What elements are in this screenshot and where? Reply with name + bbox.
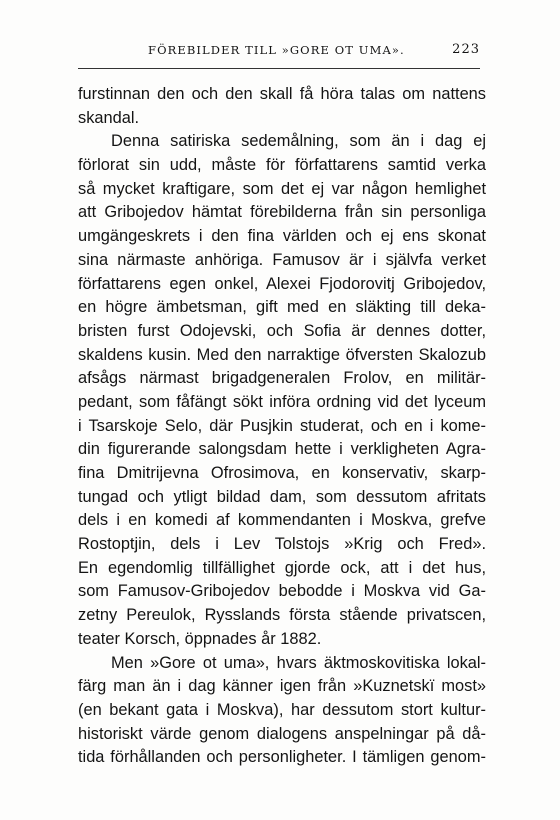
text-line: pedant, som fåfängt sökt införa ordning vid det lyceum: [78, 392, 486, 411]
body-text: [78, 83, 486, 770]
text-line: tida förhållanden och personligheter. I tämligen genom-: [78, 748, 486, 767]
text-line: teater Korsch, öppnades år 1882.: [78, 629, 322, 648]
text-line: så mycket kraftigare, som det ej var någon hemlighet: [78, 179, 486, 198]
text-line: Men »Gore ot uma», hvars äktmoskovitiska lokal-: [111, 653, 486, 672]
text-line: Denna satiriska sedemålning, som än i dag ej: [111, 132, 486, 151]
text-line: författarens egen onkel, Alexei Fjodorovitj Gribojedov,: [78, 274, 486, 293]
text-line: färg man än i dag känner igen från »Kuznetskï most»: [78, 677, 486, 696]
text-line: sina närmaste anhöriga. Famusov är i självfa verket: [78, 250, 486, 269]
text-line: zetny Pereulok, Rysslands första stående privatscen,: [78, 606, 486, 625]
text-line: En egendomlig tillfällighet gjorde ock, att i det hus,: [78, 558, 486, 577]
text-line: historiskt värde genom dialogens anspelningar på då-: [78, 724, 486, 743]
text-line: din figurerande salongsdam hette i verkligheten Agra-: [78, 440, 486, 459]
text-line: furstinnan den och den skall få höra talas om nattens: [78, 85, 486, 103]
text-line: förlorat sin udd, måste för författarens samtid verka: [78, 156, 486, 175]
header-rule: [78, 68, 480, 69]
text-line: tungad och ytligt bildad dam, som dessutom afritats: [78, 487, 486, 506]
page-header: [78, 43, 486, 65]
text-line: dels i en komedi af kommendanten i Moskva, grefve: [78, 511, 486, 530]
text-line: bristen furst Odojevski, och Sofia är dennes dotter,: [78, 321, 486, 340]
page-number: 223: [452, 42, 480, 57]
text-line: skaldens kusin. Med den narraktige öfversten Skalozub: [78, 345, 486, 364]
text-line: Rostoptjin, dels i Lev Tolstojs »Krig och Fred».: [78, 535, 486, 554]
text-line: afsågs närmast brigadgeneralen Frolov, en militär-: [78, 369, 486, 388]
text-line: umgängeskrets i den fina världen och ej ens skonat: [78, 227, 486, 246]
text-line: fina Dmitrijevna Ofrosimova, en konservativ, skarp-: [78, 464, 486, 482]
text-line: i Tsarskoje Selo, där Pusjkin studerat, och en i kome-: [78, 416, 486, 435]
text-line: att Gribojedov hämtat förebilderna från sin personliga: [78, 203, 486, 222]
text-line: skandal.: [78, 108, 140, 127]
running-head: FÖREBILDER TILL »GORE OT UMA».: [148, 43, 405, 57]
text-line: som Famusov-Gribojedov bebodde i Moskva vid Ga-: [78, 582, 486, 601]
text-line: (en bekant gata i Moskva), har dessutom stort kultur-: [78, 700, 486, 719]
text-line: en högre ämbetsman, gift med en släkting till deka-: [78, 298, 486, 317]
